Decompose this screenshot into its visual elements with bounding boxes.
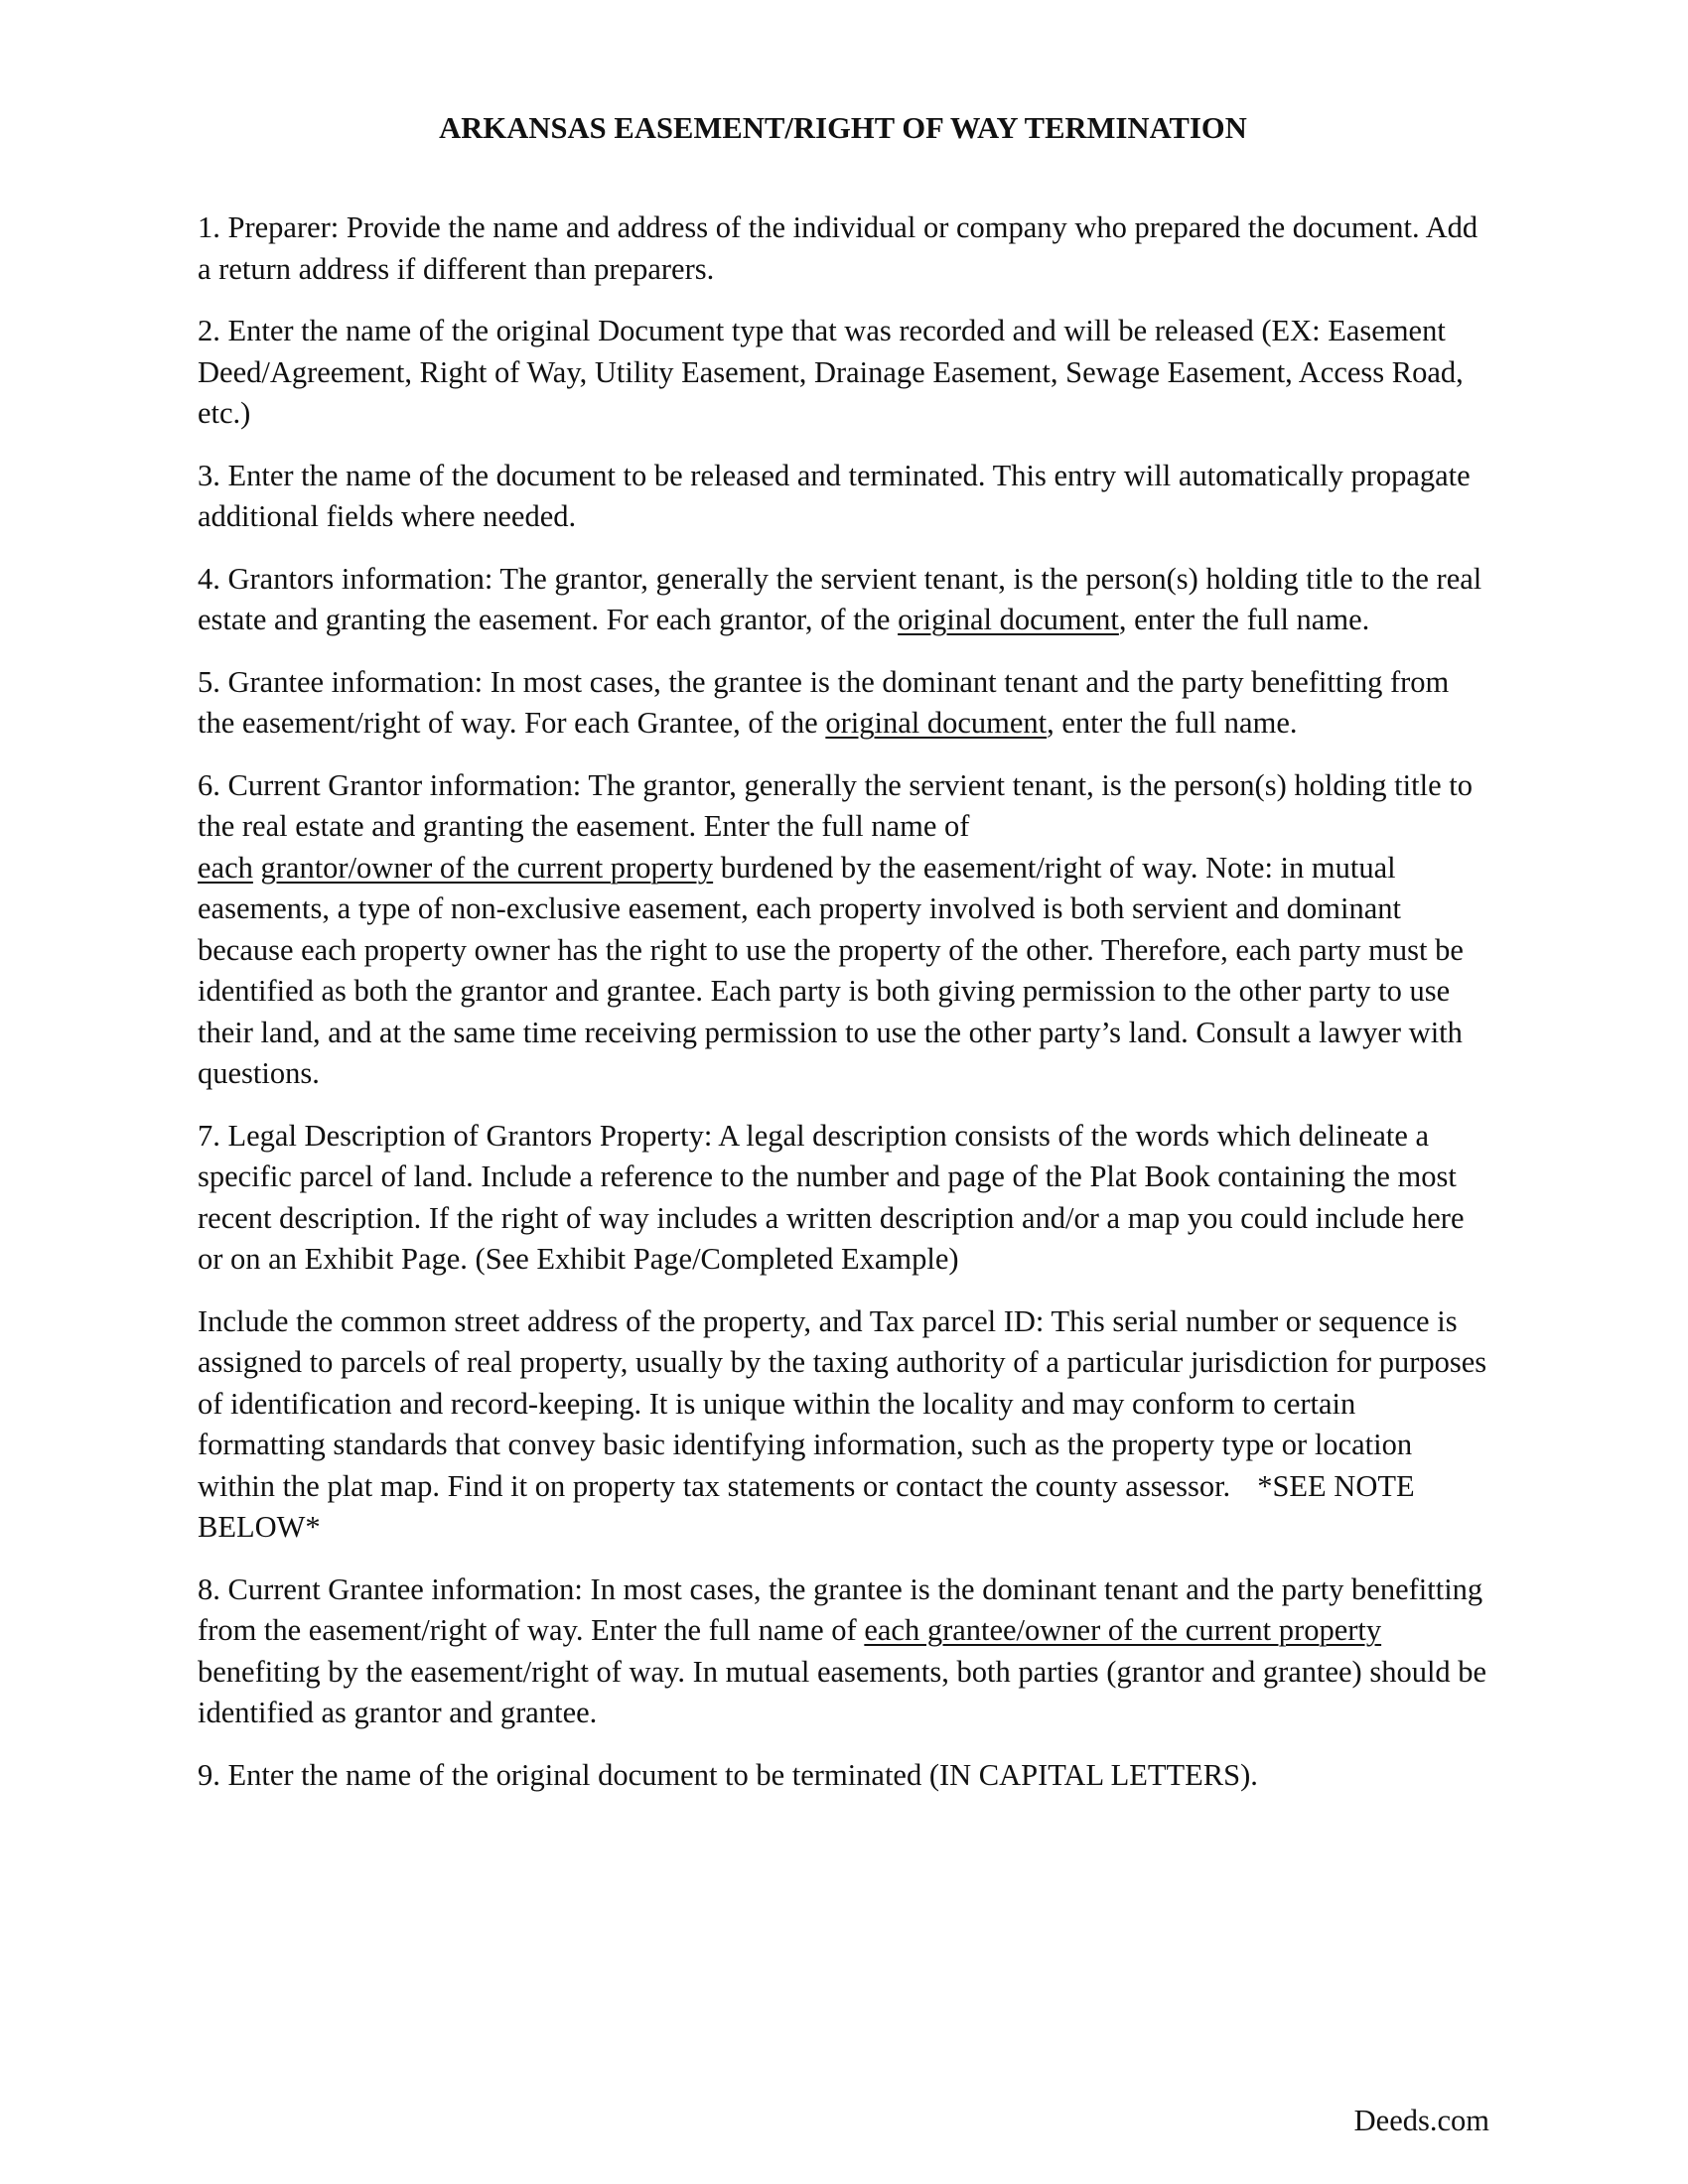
instruction-5-text-end: , enter the full name. bbox=[1047, 706, 1298, 740]
original-document-underline: original document bbox=[825, 706, 1048, 740]
instruction-4-text-end: , enter the full name. bbox=[1118, 603, 1370, 636]
instruction-7-note bbox=[198, 1301, 1488, 1549]
current-grantee-underline: each grantee/owner of the current property bbox=[864, 1613, 1382, 1647]
each-underline: each bbox=[198, 850, 253, 885]
instruction-6-text: 6. Current Grantor information: The grantor, generally the servient tenant, is the person(s) holding title to the real estate and granting the easement. Enter the full name of bbox=[198, 767, 1473, 843]
instruction-4-text: 4. Grantors information: The grantor, generally the servient tenant, is the person(s) holding title to the real estate and granting the easement. For each grantor, of the bbox=[198, 561, 1482, 636]
tax-parcel-text: Include the common street address of the property, and Tax parcel ID: This serial number or sequence is assigned to parcels of real property, usually by the taxing authority of a particular jurisdiction for purposes of identification and record-keeping. It is unique within the locality and may conform to certain formatting standards that convey basic identifying information, such as the property type or location within the plat map. Find it on property tax statements or contact the county assessor. bbox=[198, 1303, 1487, 1503]
document-page bbox=[198, 111, 1488, 1817]
instruction-8-text-end: benefiting by the easement/right of way. In mutual easements, both parties (grantor and grantee) should be identified as grantor and grantee. bbox=[198, 1654, 1487, 1729]
instruction-5-text: 5. Grantee information: In most cases, the grantee is the dominant tenant and the party benefitting from the easement/right of way. For each Grantee, of the bbox=[198, 664, 1450, 740]
document-title: ARKANSAS EASEMENT/RIGHT OF WAY TERMINATION bbox=[439, 111, 1247, 145]
word-space bbox=[253, 851, 261, 885]
instruction-3: 3. Enter the name of the document to be released and terminated. This entry will automatically propagate additional fields where needed. bbox=[198, 458, 1471, 533]
see-note-below: *SEE NOTE BELOW* bbox=[198, 1468, 1415, 1544]
instruction-1: 1. Preparer: Provide the name and address of the individual or company who prepared the document. Add a return address if different than preparers. bbox=[198, 210, 1478, 286]
instruction-8-text: 8. Current Grantee information: In most cases, the grantee is the dominant tenant and the party benefitting from the easement/right of way. Enter the full name of bbox=[198, 1571, 1483, 1647]
instruction-8 bbox=[198, 1570, 1488, 1734]
instruction-6 bbox=[198, 765, 1488, 1095]
current-property-underline: grantor/owner of the current property bbox=[260, 850, 714, 885]
instruction-7: 7. Legal Description of Grantors Property: A legal description consists of the words which delineate a specific parcel of land. Include a reference to the number and page of the Plat Book containing the most recent description. If the right of way includes a written description and/or a map you could include here or on an Exhibit Page. (See Exhibit Page/Completed Example) bbox=[198, 1118, 1465, 1276]
instruction-2: 2. Enter the name of the original Document type that was recorded and will be released (EX: Easement Deed/Agreement, Right of Way, Utility Easement, Drainage Easement, Sewage Easement, Access Road, etc.) bbox=[198, 314, 1464, 430]
instruction-9: 9. Enter the name of the original document to be terminated (IN CAPITAL LETTERS). bbox=[198, 1757, 1258, 1792]
footer-brand: Deeds.com bbox=[1353, 2104, 1489, 2137]
instruction-5 bbox=[198, 662, 1488, 745]
original-document-underline: original document bbox=[898, 603, 1119, 636]
instruction-6-text-end: burdened by the easement/right of way. Note: in mutual easements, a type of non-exclusive easement, each property involved is both servient and dominant because each property owner has the right to use the property of the other. Therefore, each party must be identified as both the grantor and grantee. Each party is both giving permission to the other party to use their land, and at the same time receiving permission to use the other party’s land. Consult a lawyer with questions. bbox=[198, 850, 1464, 1090]
instruction-4 bbox=[198, 559, 1488, 641]
